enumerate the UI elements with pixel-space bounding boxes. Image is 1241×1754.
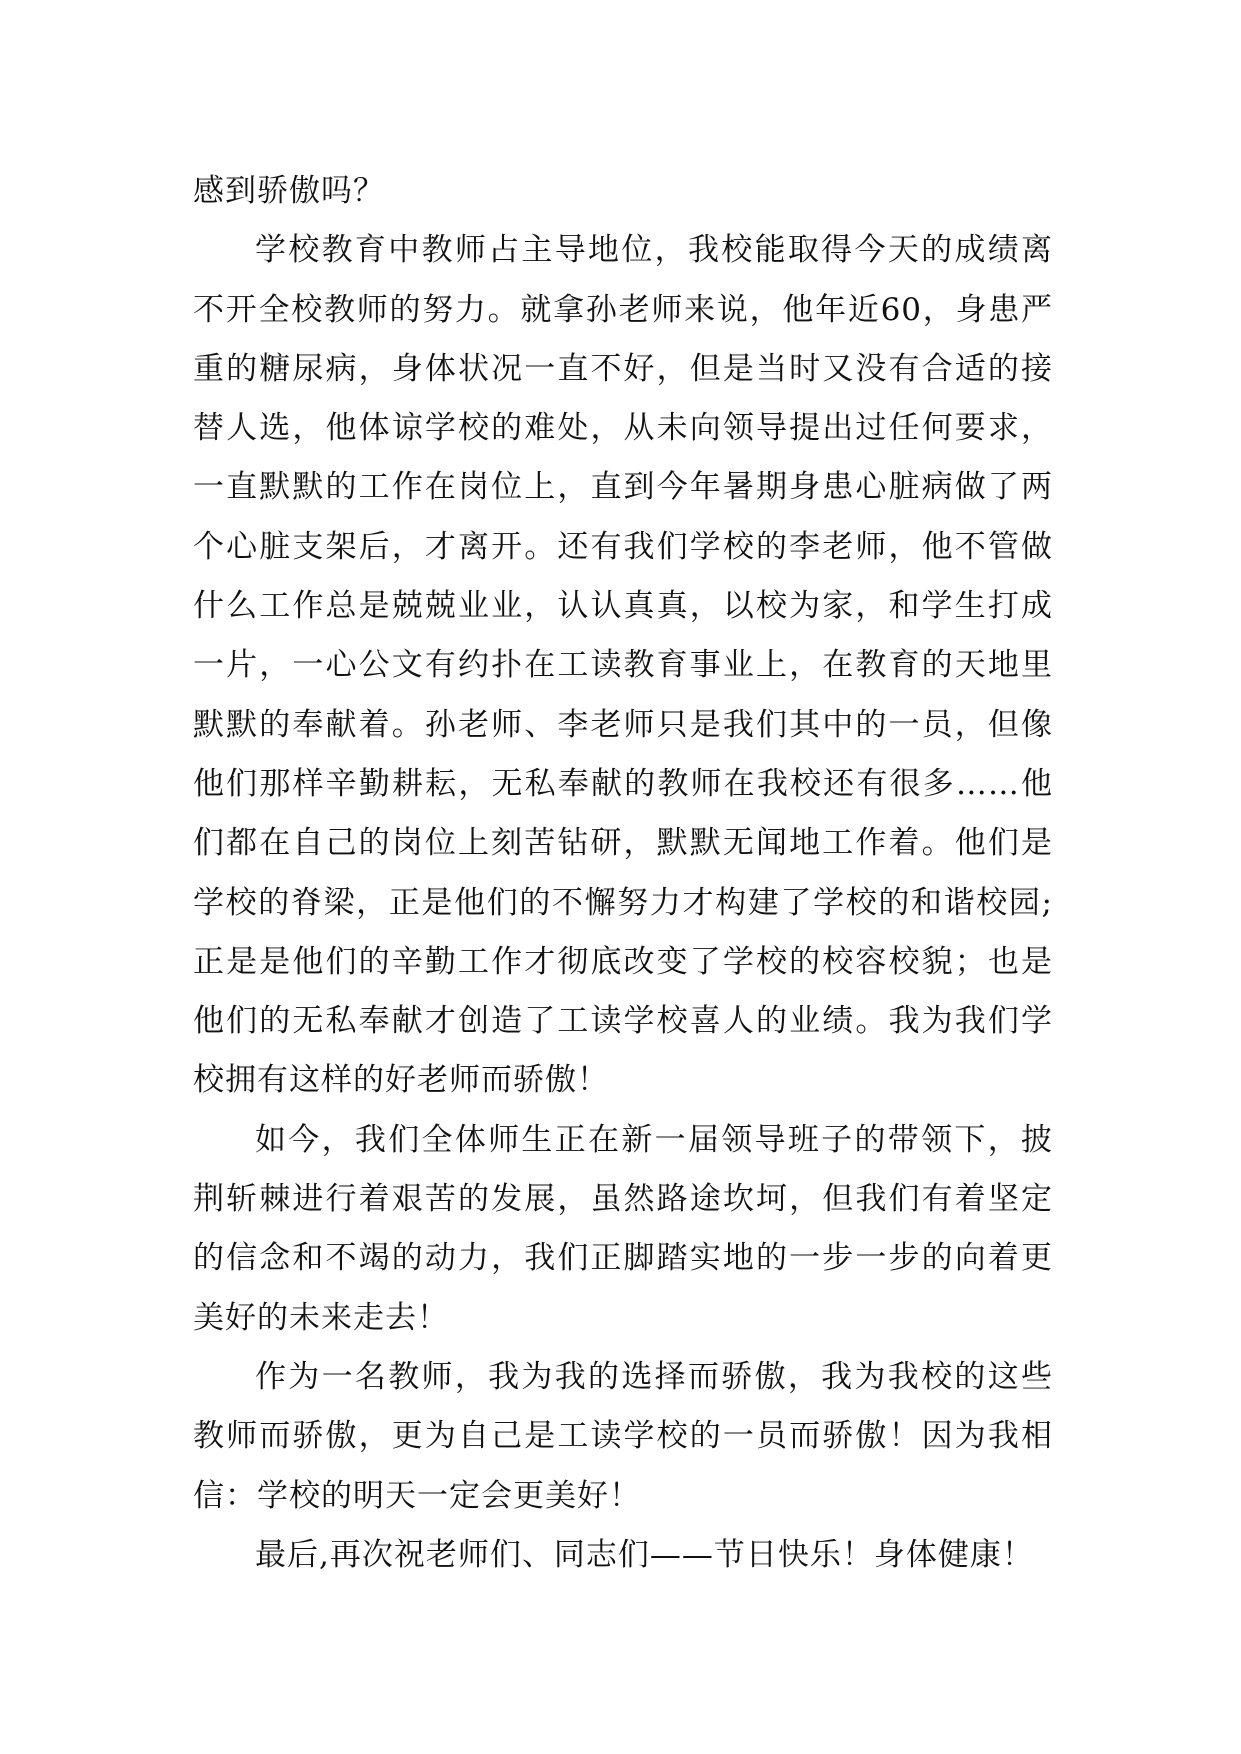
document-body — [193, 162, 1053, 1585]
paragraph-teachers: 学校教育中教师占主导地位，我校能取得今天的成绩离不开全校教师的努力。就拿孙老师来说，他年近60，身患严重的糖尿病，身体状况一直不好，但是当时又没有合适的接替人选，他体谅学校的难处，从未向领导提出过任何要求，一直默默的工作在岗位上，直到今年暑期身患心脏病做了两个心脏支架后，才离开。还有我们学校的李老师，他不管做什么工作总是兢兢业业，认认真真，以校为家，和学生打成一片，一心公文有约扑在工读教育事业上，在教育的天地里默默的奉献着。孙老师、李老师只是我们其中的一员，但像他们那样辛勤耕耘，无私奉献的教师在我校还有很多……他们都在自己的岗位上刻苦钻研，默默无闻地工作着。他们是学校的脊梁，正是他们的不懈努力才构建了学校的和谐校园;正是是他们的辛勤工作才彻底改变了学校的校容校貌；也是他们的无私奉献才创造了工读学校喜人的业绩。我为我们学校拥有这样的好老师而骄傲！ — [193, 232, 1053, 1099]
paragraph-development: 如今，我们全体师生正在新一届领导班子的带领下，披荆斩棘进行着艰苦的发展，虽然路途坎坷，但我们有着坚定的信念和不竭的动力，我们正脚踏实地的一步一步的向着更美好的未来走去！ — [193, 1121, 1053, 1336]
paragraph-pride: 作为一名教师，我为我的选择而骄傲，我为我校的这些教师而骄傲，更为自己是工读学校的一员而骄傲！因为我相信：学校的明天一定会更美好！ — [193, 1358, 1053, 1514]
paragraph-closing: 最后,再次祝老师们、同志们——节日快乐！身体健康！ — [255, 1536, 1034, 1573]
paragraph-continuation: 感到骄傲吗？ — [193, 173, 385, 209]
